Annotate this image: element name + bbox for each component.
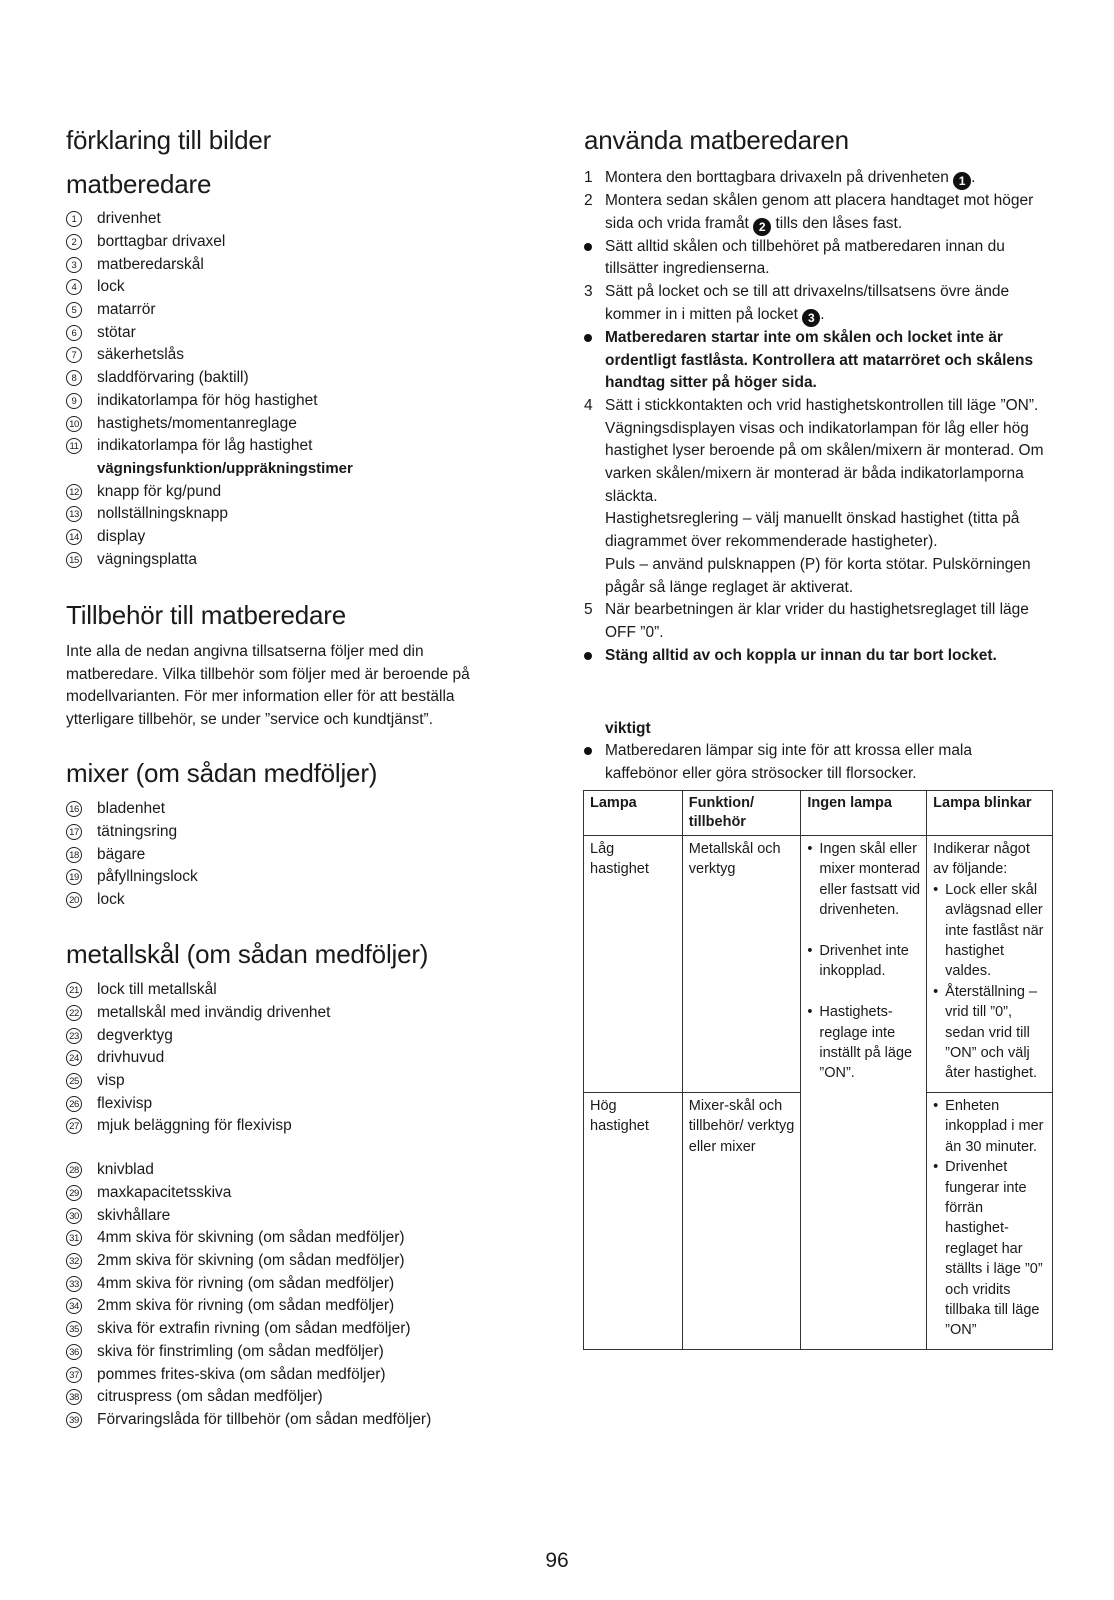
item-label: lock till metallskål — [97, 981, 217, 999]
item-label: bägare — [97, 845, 146, 863]
item-label: vägningsplatta — [97, 550, 197, 568]
item-label: skivhållare — [97, 1206, 171, 1224]
list-item — [66, 390, 526, 413]
list-item — [66, 231, 526, 254]
list-item — [66, 412, 526, 435]
table-header-row — [584, 791, 1053, 836]
list-item — [66, 1295, 526, 1318]
list-item — [66, 1386, 526, 1409]
number-circle-icon: 7 — [66, 347, 82, 363]
step-5: 5 När bearbetningen är klar vrider du hastighetsreglaget till läge OFF ”0”. — [584, 601, 1029, 641]
item-label: skiva för finstrimling (om sådan medföljer) — [97, 1342, 384, 1360]
cell-metal-bowl: Metallskål och verktyg — [682, 836, 801, 1093]
number-circle-icon: 24 — [66, 1050, 82, 1066]
number-circle-icon: 14 — [66, 529, 82, 545]
item-label: lock — [97, 278, 125, 296]
list-item — [66, 548, 526, 571]
bullet-2: Matberedaren startar inte om skålen och locket inte är ordentligt fastlåsta. Kontrollera att matarröret och skålens handtag sitter på höger sida. — [584, 327, 1044, 395]
number-circle-icon: 26 — [66, 1096, 82, 1112]
number-circle-icon: 3 — [66, 257, 82, 273]
bullet-3: Stäng alltid av och koppla ur innan du tar bort locket. — [584, 645, 1044, 668]
parts-list-metal — [66, 979, 526, 1138]
list-item — [66, 1204, 526, 1227]
list-item — [66, 1272, 526, 1295]
important-heading: viktigt — [605, 720, 651, 737]
item-label: knapp för kg/pund — [97, 482, 222, 500]
number-circle-icon: 31 — [66, 1230, 82, 1246]
list-item — [66, 1250, 526, 1273]
list-item — [66, 843, 526, 866]
number-circle-icon: 23 — [66, 1028, 82, 1044]
item-label: Förvaringslåda för tillbehör (om sådan medföljer) — [97, 1410, 432, 1428]
number-circle-icon: 27 — [66, 1118, 82, 1134]
list-item — [66, 435, 526, 458]
list-item — [66, 367, 526, 390]
number-circle-icon: 15 — [66, 552, 82, 568]
list-item — [66, 979, 526, 1002]
item-label: matberedarskål — [97, 255, 204, 273]
item-label: maxkapacitetsskiva — [97, 1184, 232, 1202]
item-label: knivblad — [97, 1161, 154, 1179]
list-item — [66, 480, 526, 503]
item-label: hastighets/momentanreglage — [97, 414, 297, 432]
number-circle-icon: 11 — [66, 438, 82, 454]
list-item — [66, 1409, 526, 1432]
step-1: 1 Montera den borttagbara drivaxeln på drivenheten 1 . — [584, 169, 976, 188]
list-item — [66, 321, 526, 344]
step-2: 2 Montera sedan skålen genom att placera handtaget mot höger sida och vrida framåt 2 tills den låses fast. — [584, 192, 1034, 234]
figure-ref-2-icon: 2 — [753, 218, 771, 236]
item-label: 4mm skiva för rivning (om sådan medföljer) — [97, 1274, 395, 1292]
list-item — [66, 1182, 526, 1205]
item-label: påfyllningslock — [97, 868, 198, 886]
item-label: matarrör — [97, 301, 156, 319]
list-item — [66, 1318, 526, 1341]
col-header-lamp: Lampa — [584, 791, 683, 836]
number-circle-icon: 20 — [66, 892, 82, 908]
parts-list-discs — [66, 1159, 526, 1431]
list-item — [66, 1002, 526, 1025]
item-label: 2mm skiva för skivning (om sådan medföljer) — [97, 1252, 405, 1270]
number-circle-icon: 35 — [66, 1321, 82, 1337]
list-item — [66, 866, 526, 889]
item-label: bladenhet — [97, 800, 166, 818]
list-item — [66, 889, 526, 912]
number-circle-icon: 38 — [66, 1389, 82, 1405]
item-label: degverktyg — [97, 1026, 173, 1044]
number-circle-icon: 9 — [66, 393, 82, 409]
number-circle-icon: 8 — [66, 370, 82, 386]
heading-blender: mixer (om sådan medföljer) — [66, 758, 378, 788]
lamp-table — [583, 790, 1053, 1350]
cell-low-speed: Låg hastighet — [584, 836, 683, 1093]
number-circle-icon: 28 — [66, 1162, 82, 1178]
list-item — [66, 503, 526, 526]
bullet-icon — [584, 243, 592, 251]
page-number: 96 — [545, 1549, 569, 1572]
item-label: flexivisp — [97, 1094, 153, 1112]
cell-no-lamp: • Ingen skål eller mixer monterad eller fastsatt vid drivenheten. • Drivenhet inte inkopplad. • Hastighets-reglage inte inställt på läge ”ON”. — [801, 836, 927, 1350]
heading-accessories: Tillbehör till matberedare — [66, 600, 346, 630]
item-label: 4mm skiva för skivning (om sådan medföljer) — [97, 1229, 405, 1247]
list-item — [66, 1070, 526, 1093]
instructions-list — [584, 167, 1044, 667]
list-item — [66, 1115, 526, 1138]
item-label: pommes frites-skiva (om sådan medföljer) — [97, 1365, 386, 1383]
list-item — [66, 299, 526, 322]
number-circle-icon: 5 — [66, 302, 82, 318]
number-circle-icon: 19 — [66, 869, 82, 885]
number-circle-icon: 30 — [66, 1208, 82, 1224]
list-item — [66, 1092, 526, 1115]
item-label: drivhuvud — [97, 1049, 165, 1067]
item-label: nollställningsknapp — [97, 505, 228, 523]
important-list — [584, 740, 1044, 785]
number-circle-icon: 13 — [66, 506, 82, 522]
item-label: 2mm skiva för rivning (om sådan medföljer) — [97, 1297, 395, 1315]
item-label: metallskål med invändig drivenhet — [97, 1004, 331, 1022]
cell-blink-low: Indikerar något av följande: • Lock eller skål avlägsnad eller inte fastlåst när hastighet valdes. • Återställning – vrid till ”0”, sedan vrid till ”ON” och välj åter hastighet. — [927, 836, 1053, 1093]
item-label: display — [97, 527, 146, 545]
item-label: skiva för extrafin rivning (om sådan medföljer) — [97, 1320, 411, 1338]
step-4-speed: Hastighetsreglering – välj manuellt önskad hastighet (titta på diagrammet över rekommenderade hastigheter). — [605, 510, 1020, 551]
col-header-no-lamp: Ingen lampa — [801, 791, 927, 836]
number-circle-icon: 1 — [66, 211, 82, 227]
list-item — [66, 526, 526, 549]
item-label: tätningsring — [97, 823, 178, 841]
bullet-4: Matberedaren lämpar sig inte för att krossa eller mala kaffebönor eller göra strösocker till florsocker. — [584, 740, 1044, 785]
number-circle-icon: 29 — [66, 1185, 82, 1201]
figure-ref-1-icon: 1 — [953, 172, 971, 190]
parts-list-main — [66, 208, 526, 571]
list-item — [66, 1227, 526, 1250]
heading-food-processor: matberedare — [66, 169, 212, 199]
number-circle-icon: 10 — [66, 416, 82, 432]
number-circle-icon: 17 — [66, 824, 82, 840]
list-item — [66, 253, 526, 276]
number-circle-icon: 25 — [66, 1073, 82, 1089]
table-row — [584, 836, 1053, 1093]
number-circle-icon: 22 — [66, 1005, 82, 1021]
item-label: borttagbar drivaxel — [97, 233, 226, 251]
list-item — [66, 798, 526, 821]
number-circle-icon: 2 — [66, 234, 82, 250]
parts-list-mixer — [66, 798, 526, 911]
number-circle-icon: 6 — [66, 325, 82, 341]
number-circle-icon: 32 — [66, 1253, 82, 1269]
list-item — [66, 344, 526, 367]
cell-mixer-bowl: Mixer-skål och tillbehör/ verktyg eller mixer — [682, 1093, 801, 1350]
list-item — [66, 821, 526, 844]
accessories-paragraph: Inte alla de nedan angivna tillsatserna följer med din matberedare. Vilka tillbehör som följer med är beroende på modellvarianten. För mer information eller för att beställa ytterligare tillbehör, se under ”service och kundtjänst”. — [66, 643, 470, 729]
number-circle-icon: 33 — [66, 1276, 82, 1292]
col-header-function: Funktion/ tillbehör — [682, 791, 801, 836]
step-3: 3 Sätt på locket och se till att drivaxelns/tillsatsens övre ände kommer in i mitten på locket 3 . — [584, 283, 1010, 325]
figure-ref-3-icon: 3 — [802, 309, 820, 327]
number-circle-icon: 21 — [66, 982, 82, 998]
heading-explanation: förklaring till bilder — [66, 125, 272, 155]
item-label: indikatorlampa för hög hastighet — [97, 391, 318, 409]
col-header-blinking: Lampa blinkar — [927, 791, 1053, 836]
list-item — [66, 1341, 526, 1364]
item-label: sladdförvaring (baktill) — [97, 369, 249, 387]
item-label: mjuk beläggning för flexivisp — [97, 1117, 292, 1135]
step-4-pulse: Puls – använd pulsknappen (P) för korta stötar. Pulskörningen pågår så länge reglaget är aktiverat. — [605, 555, 1031, 596]
item-label: drivenhet — [97, 210, 161, 228]
item-label: citruspress (om sådan medföljer) — [97, 1388, 323, 1406]
weigh-subheading: vägningsfunktion/uppräkningstimer — [97, 460, 353, 478]
number-circle-icon: 18 — [66, 847, 82, 863]
item-label: säkerhetslås — [97, 346, 185, 364]
bullet-icon — [584, 747, 592, 755]
number-circle-icon: 36 — [66, 1344, 82, 1360]
item-label: stötar — [97, 323, 136, 341]
number-circle-icon: 39 — [66, 1412, 82, 1428]
bullet-1: Sätt alltid skålen och tillbehöret på matberedaren innan du tillsätter ingredienserna. — [584, 236, 1044, 281]
number-circle-icon: 34 — [66, 1298, 82, 1314]
cell-blink-high: • Enheten inkopplad i mer än 30 minuter. • Drivenhet fungerar inte förrän hastighet-reglaget har ställts i läge ”0” och vridits tillbaka till läge ”ON” — [927, 1093, 1053, 1350]
number-circle-icon: 4 — [66, 279, 82, 295]
list-item — [66, 1024, 526, 1047]
bullet-icon — [584, 334, 592, 342]
list-item — [66, 1047, 526, 1070]
step-4: 4 Sätt i stickkontakten och vrid hastighetskontrollen till läge ”ON”. Vägningsdisplayen visas och indikatorlampan för låg eller hög hastighet lyser beroende på om skålen/mixern är monterad. Om varken skålen/mixern är monterad är båda indikatorlamporna släckta. — [584, 396, 1044, 505]
list-item — [66, 1363, 526, 1386]
number-circle-icon: 12 — [66, 484, 82, 500]
item-label: lock — [97, 891, 125, 909]
list-item — [66, 208, 526, 231]
number-circle-icon: 16 — [66, 801, 82, 817]
heading-using: använda matberedaren — [584, 125, 849, 155]
bullet-icon — [584, 652, 592, 660]
item-label: visp — [97, 1072, 125, 1090]
cell-high-speed: Hög hastighet — [584, 1093, 683, 1350]
list-item — [66, 1159, 526, 1182]
number-circle-icon: 37 — [66, 1367, 82, 1383]
list-item — [66, 276, 526, 299]
heading-metal-bowl: metallskål (om sådan medföljer) — [66, 939, 429, 969]
item-label: indikatorlampa för låg hastighet — [97, 437, 313, 455]
